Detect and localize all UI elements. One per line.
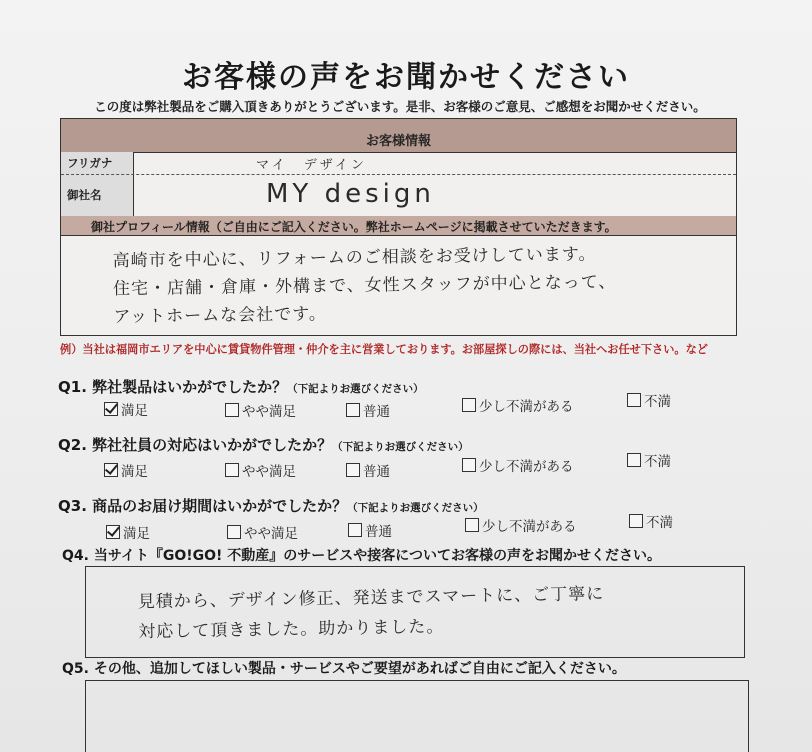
q4-answer-line: 対応して頂きました。助かりました。 <box>138 616 445 643</box>
option-label: 満足 <box>121 403 148 419</box>
company-row <box>61 174 736 217</box>
option-label: 少し不満がある <box>482 519 577 535</box>
checkbox[interactable] <box>627 453 641 467</box>
checkbox[interactable] <box>462 398 476 412</box>
profile-line: アットホームな会社です。 <box>113 304 327 328</box>
q3-option-2[interactable] <box>227 522 298 542</box>
q1-option-3[interactable] <box>346 400 390 420</box>
option-label: 満足 <box>123 526 150 542</box>
checkbox[interactable] <box>227 525 241 539</box>
question-2 <box>58 434 469 455</box>
question-1-note: （下記よりお選びください） <box>287 383 424 395</box>
company-label: 御社名 <box>67 188 102 202</box>
profile-text <box>112 239 723 332</box>
checkbox[interactable] <box>627 393 641 407</box>
customer-info-header <box>61 119 736 153</box>
intro-text: この度は弊社製品をご購入頂きありがとうございます。是非、お客様のご意見、ご感想をお聞かせください。 <box>94 99 706 114</box>
question-4-label: Q4. 当サイト『GO!GO! 不動産』のサービスや接客についてお客様の声をお聞かせください。 <box>62 548 662 564</box>
option-label: 普通 <box>363 464 390 480</box>
q3-option-5[interactable] <box>629 511 673 531</box>
option-label: 不満 <box>646 515 673 531</box>
checkbox-checked[interactable] <box>104 402 118 416</box>
q3-option-1[interactable] <box>106 522 150 542</box>
q3-option-3[interactable] <box>348 520 392 540</box>
option-label: 満足 <box>121 464 148 480</box>
option-label: やや満足 <box>244 526 298 542</box>
q1-option-5[interactable] <box>627 390 671 410</box>
furigana-label: フリガナ <box>67 156 113 170</box>
question-1-label: Q1. 弊社製品はいかがでしたか？ <box>58 378 288 396</box>
q1-option-2[interactable] <box>225 400 296 420</box>
question-3 <box>58 495 484 516</box>
option-label: 少し不満がある <box>479 399 574 415</box>
question-5-label: Q5. その他、追加してほしい製品・サービスやご要望があればご自由にご記入ください。 <box>62 661 626 677</box>
option-label: 少し不満がある <box>479 459 574 475</box>
page-title: お客様の声をお聞かせください <box>182 60 630 95</box>
q1-option-1[interactable] <box>104 399 148 419</box>
profile-header <box>61 216 736 236</box>
company-value: MY design <box>266 179 435 209</box>
question-3-note: （下記よりお選びください） <box>347 502 484 514</box>
q2-option-4[interactable] <box>462 455 574 475</box>
checkbox-checked[interactable] <box>104 463 118 477</box>
profile-header-text: 御社プロフィール情報（ご自由にご記入ください。弊社ホームページに掲載させていただきます。 <box>91 220 617 234</box>
option-label: やや満足 <box>242 404 296 420</box>
checkbox[interactable] <box>462 458 476 472</box>
q2-option-5[interactable] <box>627 450 671 470</box>
furigana-row <box>61 152 736 175</box>
checkbox[interactable] <box>225 463 239 477</box>
option-label: 不満 <box>644 454 671 470</box>
checkbox[interactable] <box>465 518 479 532</box>
customer-info-title: お客様情報 <box>365 134 431 149</box>
q2-option-1[interactable] <box>104 460 148 480</box>
q4-answer-text <box>138 577 739 647</box>
option-label: 不満 <box>644 394 671 410</box>
customer-info-box <box>60 118 737 336</box>
q3-option-4[interactable] <box>465 515 577 535</box>
q2-option-3[interactable] <box>346 460 390 480</box>
checkbox[interactable] <box>346 463 360 477</box>
option-label: やや満足 <box>242 464 296 480</box>
example-text: 例）当社は福岡市エリアを中心に賃貸物件管理・仲介を主に営業しております。お部屋探しの際には、当社へお任せ下さい。など <box>60 343 708 356</box>
furigana-value: マイ デザイン <box>256 158 367 173</box>
q4-answer-line: 見積から、デザイン修正、発送までスマートに、ご丁寧に <box>137 584 605 613</box>
question-2-note: （下記よりお選びください） <box>332 441 469 453</box>
checkbox[interactable] <box>348 523 362 537</box>
question-2-label: Q2. 弊社社員の対応はいかがでしたか？ <box>58 436 333 454</box>
profile-line: 住宅・店舗・倉庫・外構まで、女性スタッフが中心となって、 <box>112 272 617 300</box>
q2-option-2[interactable] <box>225 460 296 480</box>
option-label: 普通 <box>365 524 392 540</box>
checkbox[interactable] <box>225 403 239 417</box>
checkbox[interactable] <box>629 514 643 528</box>
checkbox-checked[interactable] <box>106 525 120 539</box>
option-label: 普通 <box>363 404 390 420</box>
question-1 <box>58 376 424 397</box>
q1-option-4[interactable] <box>462 395 574 415</box>
question-3-label: Q3. 商品のお届け期間はいかがでしたか？ <box>58 497 348 515</box>
profile-line: 高崎市を中心に、リフォームのご相談をお受けしています。 <box>112 244 597 272</box>
checkbox[interactable] <box>346 403 360 417</box>
q5-answer-box[interactable] <box>85 680 749 752</box>
